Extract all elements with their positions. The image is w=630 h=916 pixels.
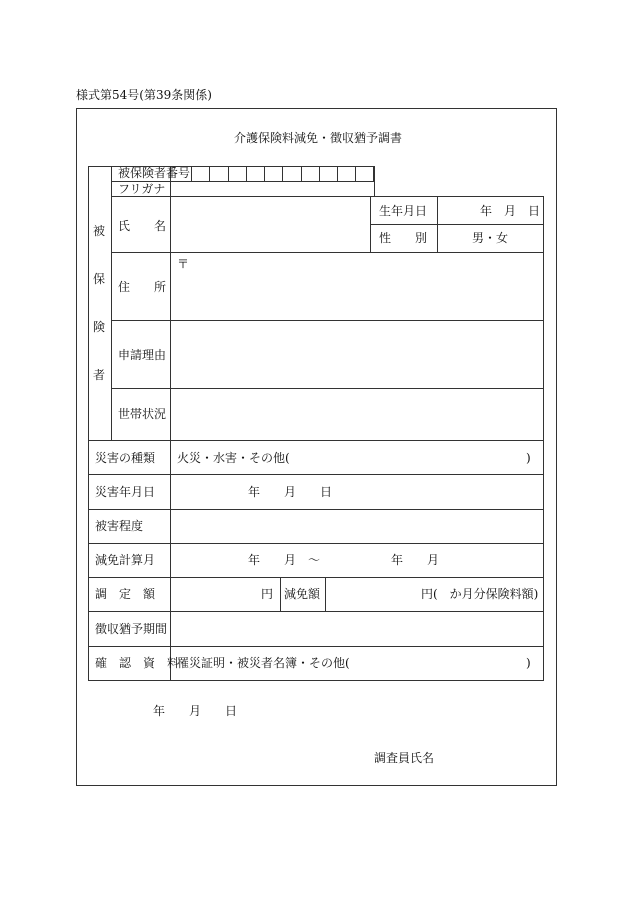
insured-number-label: 被保険者番号 [118, 166, 191, 180]
label-column-divider [170, 166, 171, 681]
furigana-label: フリガナ [118, 182, 166, 196]
assessed-amount-label: 調 定 額 [95, 587, 156, 601]
disaster-type-close: ) [526, 451, 531, 465]
disaster-date-label: 災害年月日 [95, 485, 156, 499]
disaster-type-label: 災害の種類 [95, 451, 156, 465]
name-label: 氏 名 [118, 219, 167, 233]
investigator-name-label: 調査員氏名 [374, 751, 435, 765]
disaster-date-value[interactable]: 年 月 日 [248, 485, 333, 499]
birth-date-label: 生年月日 [379, 204, 428, 218]
reduction-amount-label: 減免額 [284, 587, 321, 601]
damage-degree-label: 被害程度 [95, 519, 144, 533]
documents-value[interactable]: 罹災証明・被災者名簿・その他( [177, 656, 350, 670]
insured-group-column [111, 166, 112, 440]
insured-number-boxes[interactable] [191, 166, 374, 181]
address-label: 住 所 [118, 280, 167, 294]
disaster-type-value[interactable]: 火災・水害・その他( [177, 451, 290, 465]
birth-date-value[interactable]: 年 月 日 [480, 204, 541, 218]
sex-label: 性 別 [379, 231, 428, 245]
deferral-period-label: 徴収猶予期間 [95, 622, 168, 636]
form-number: 様式第54号(第39条関係) [76, 88, 212, 102]
table-top-mask [375, 164, 546, 196]
group-char-2: 保 [93, 272, 106, 286]
postal-mark: 〒 [177, 257, 190, 271]
group-char-3: 険 [93, 320, 106, 334]
reduction-period-start[interactable]: 年 月 ～ [248, 553, 321, 567]
household-label: 世帯状況 [118, 407, 167, 421]
form-title: 介護保険料減免・徴収猶予調書 [234, 131, 403, 145]
documents-label: 確 認 資 料 [95, 656, 180, 670]
reduction-period-end[interactable]: 年 月 [391, 553, 440, 567]
assessed-amount-unit: 円 [261, 587, 274, 601]
documents-close: ) [526, 656, 531, 670]
group-char-4: 者 [93, 368, 106, 382]
group-char-1: 被 [93, 224, 106, 238]
sex-value[interactable]: 男・女 [472, 231, 509, 245]
reduction-amount-unit: 円( か月分保険料額) [421, 587, 539, 601]
reason-label: 申請理由 [118, 348, 167, 362]
table-right-mask [543, 196, 544, 681]
reduction-period-label: 減免計算月 [95, 553, 156, 567]
footer-date[interactable]: 年 月 日 [153, 704, 238, 718]
